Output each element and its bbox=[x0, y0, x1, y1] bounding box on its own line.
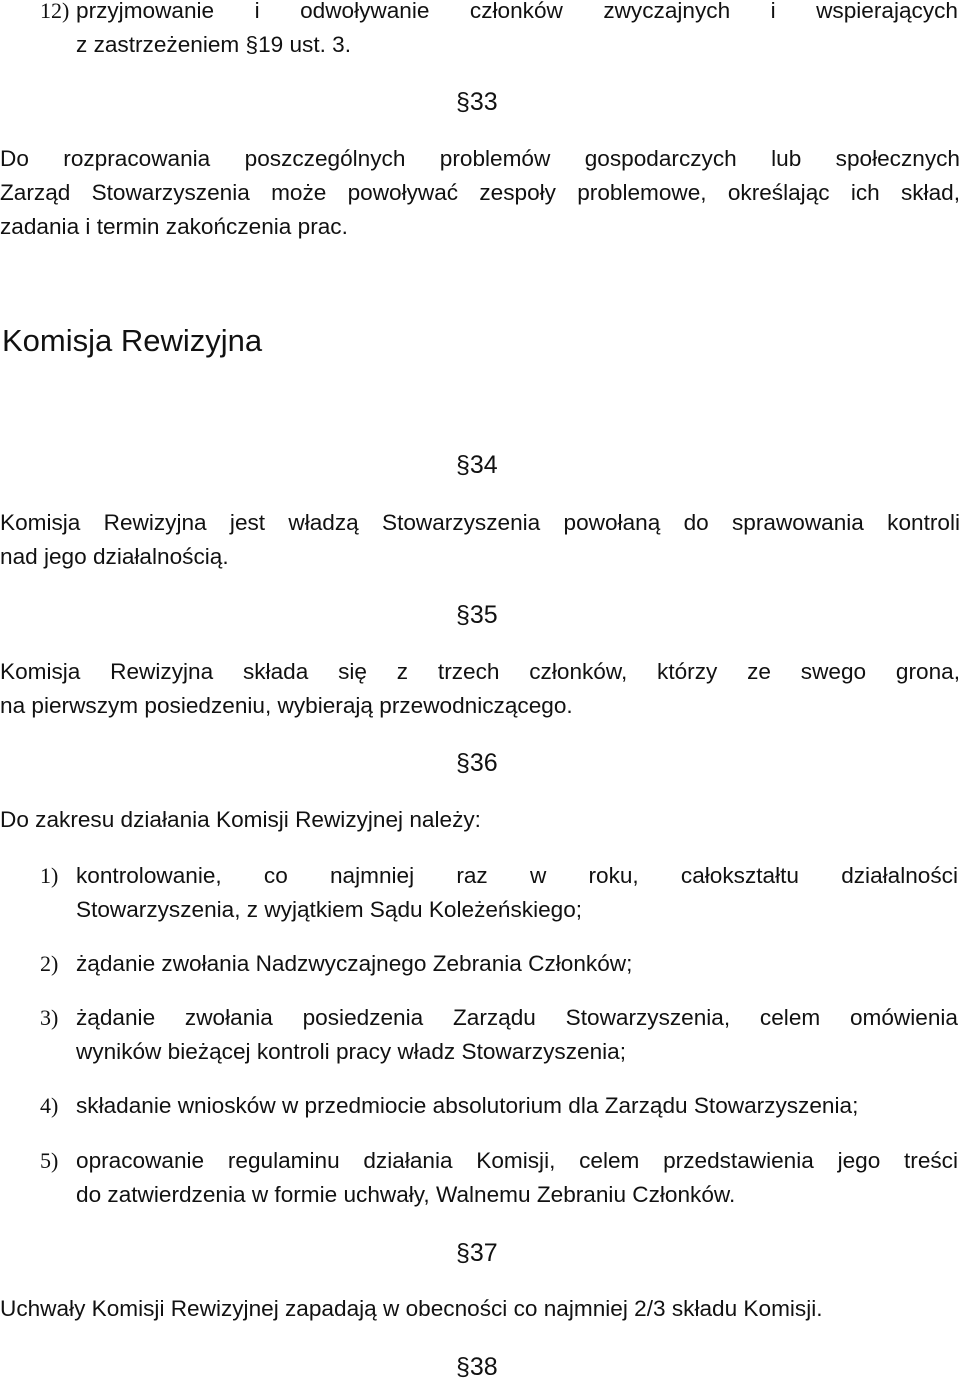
section-34-label: §34 bbox=[456, 451, 498, 479]
list-item-number: 12) bbox=[40, 0, 70, 23]
list-item-2-line-1: żądanie zwołania Nadzwyczajnego Zebrania Członków; bbox=[76, 951, 633, 976]
section-35-line-2: na pierwszym posiedzeniu, wybierają przewodniczącego. bbox=[0, 693, 573, 718]
section-36-label: §36 bbox=[456, 749, 498, 777]
section-37-line-1: Uchwały Komisji Rewizyjnej zapadają w obecności co najmniej 2/3 składu Komisji. bbox=[0, 1296, 823, 1321]
section-34-line-2: nad jego działalnością. bbox=[0, 544, 229, 569]
section-38-label: §38 bbox=[456, 1353, 498, 1381]
section-35-line-1: Komisja Rewizyjna składa się z trzech członków, którzy ze swego grona, bbox=[0, 659, 960, 684]
list-item-number: 1) bbox=[40, 863, 59, 888]
list-item-4-line-1: składanie wniosków w przedmiocie absolutorium dla Zarządu Stowarzyszenia; bbox=[76, 1093, 859, 1118]
list-item-5-line-1: opracowanie regulaminu działania Komisji, celem przedstawienia jego treści bbox=[76, 1148, 958, 1173]
section-34-line-1: Komisja Rewizyjna jest władzą Stowarzyszenia powołaną do sprawowania kontroli bbox=[0, 510, 960, 535]
list-item-12-line-1: przyjmowanie i odwoływanie członków zwyczajnych i wspierających bbox=[76, 0, 958, 23]
list-item-number: 2) bbox=[40, 951, 59, 976]
list-item-1-line-2: Stowarzyszenia, z wyjątkiem Sądu Koleżeńskiego; bbox=[76, 897, 583, 922]
heading-komisja-rewizyjna: Komisja Rewizyjna bbox=[2, 323, 263, 358]
section-33-line-3: zadania i termin zakończenia prac. bbox=[0, 214, 348, 239]
section-36-intro: Do zakresu działania Komisji Rewizyjnej należy: bbox=[0, 807, 481, 832]
list-item-3-line-2: wyników bieżącej kontroli pracy władz Stowarzyszenia; bbox=[76, 1039, 627, 1064]
section-33-line-2: Zarząd Stowarzyszenia może powoływać zespoły problemowe, określając ich skład, bbox=[0, 180, 960, 205]
list-item-number: 5) bbox=[40, 1148, 59, 1173]
section-35-label: §35 bbox=[456, 601, 498, 629]
list-item-number: 3) bbox=[40, 1005, 59, 1030]
list-item-5-line-2: do zatwierdzenia w formie uchwały, Walnemu Zebraniu Członków. bbox=[76, 1182, 736, 1207]
list-item-12-line-2: z zastrzeżeniem §19 ust. 3. bbox=[76, 32, 352, 57]
list-item-1-line-1: kontrolowanie, co najmniej raz w roku, całokształtu działalności bbox=[76, 863, 958, 888]
section-37-label: §37 bbox=[456, 1239, 498, 1267]
list-item-number: 4) bbox=[40, 1093, 59, 1118]
section-33-line-1: Do rozpracowania poszczególnych problemów gospodarczych lub społecznych bbox=[0, 146, 960, 171]
list-item-3-line-1: żądanie zwołania posiedzenia Zarządu Stowarzyszenia, celem omówienia bbox=[76, 1005, 958, 1030]
section-33-label: §33 bbox=[456, 88, 498, 116]
